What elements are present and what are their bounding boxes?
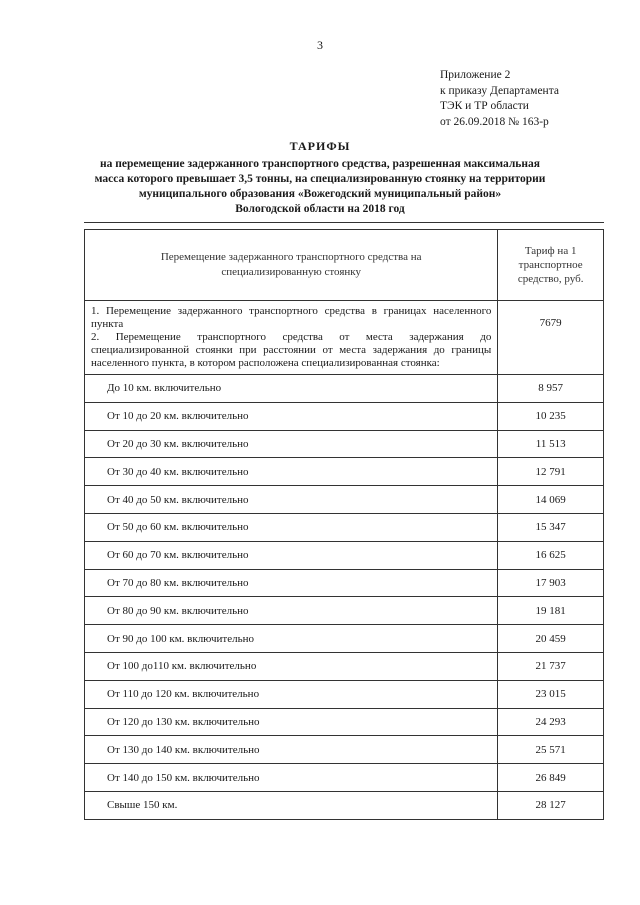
intro-cell (85, 301, 498, 375)
table-row (85, 680, 604, 708)
table-row (85, 430, 604, 458)
tariff-table-wrap (84, 222, 604, 820)
intro-row (85, 301, 604, 375)
header-tariff-line: транспортное (518, 259, 583, 271)
header-description-line: специализированную стоянку (221, 266, 361, 278)
appendix-block (440, 68, 559, 130)
tariff-value: 11 513 (498, 430, 604, 458)
tariff-value: 21 737 (498, 652, 604, 680)
title-line: Вологодской области на 2018 год (235, 203, 405, 215)
table-row (85, 736, 604, 764)
tariff-value: 8 957 (498, 375, 604, 403)
tariff-value: 28 127 (498, 791, 604, 819)
distance-label: От 100 до110 км. включительно (85, 652, 498, 680)
item-1-value: 7679 (498, 301, 604, 375)
table-row (85, 652, 604, 680)
tariff-value: 14 069 (498, 486, 604, 514)
appendix-line: ТЭК и ТР области (440, 100, 529, 112)
table-header-row (85, 230, 604, 301)
title-line: на перемещение задержанного транспортного средства, разрешенная максимальная (100, 158, 540, 170)
distance-label: От 140 до 150 км. включительно (85, 764, 498, 792)
distance-label: От 10 до 20 км. включительно (85, 402, 498, 430)
table-row (85, 375, 604, 403)
distance-label: От 60 до 70 км. включительно (85, 541, 498, 569)
header-tariff-line: Тариф на 1 (524, 245, 577, 257)
table-row (85, 458, 604, 486)
tariff-value: 24 293 (498, 708, 604, 736)
item-2-text: 2. Перемещение транспортного средства от места задержания до специализированной стоянки при расстоянии от места задержания до границы населенного пункта, в котором расположена специализированная стоянка: (91, 331, 492, 369)
distance-label: От 50 до 60 км. включительно (85, 513, 498, 541)
tariff-value: 12 791 (498, 458, 604, 486)
table-row (85, 541, 604, 569)
distance-label: От 120 до 130 км. включительно (85, 708, 498, 736)
header-tariff (498, 230, 604, 301)
table-row (85, 569, 604, 597)
table-row (85, 402, 604, 430)
tariff-value: 20 459 (498, 625, 604, 653)
tariff-rows (85, 375, 604, 820)
tariff-value: 17 903 (498, 569, 604, 597)
table-row (85, 708, 604, 736)
header-description (85, 230, 498, 301)
tariff-value: 10 235 (498, 402, 604, 430)
tariff-value: 16 625 (498, 541, 604, 569)
table-row (85, 764, 604, 792)
distance-label: До 10 км. включительно (85, 375, 498, 403)
distance-label: От 20 до 30 км. включительно (85, 430, 498, 458)
distance-label: От 30 до 40 км. включительно (85, 458, 498, 486)
tariff-value: 19 181 (498, 597, 604, 625)
appendix-line: от 26.09.2018 № 163-р (440, 115, 549, 128)
item-1-text: 1. Перемещение задержанного транспортного средства в границах населенного пункта (91, 305, 492, 330)
tariff-value: 25 571 (498, 736, 604, 764)
table-row (85, 486, 604, 514)
header-description-line: Перемещение задержанного транспортного средства на (160, 251, 422, 263)
page-number: 3 (317, 38, 323, 52)
table-top-rule (84, 222, 604, 223)
title-line: муниципального образования «Вожегодский муниципальный район» (138, 188, 502, 200)
title-main: ТАРИФЫ (289, 139, 351, 153)
table-row (85, 597, 604, 625)
distance-label: От 80 до 90 км. включительно (85, 597, 498, 625)
tariff-value: 23 015 (498, 680, 604, 708)
distance-label: От 110 до 120 км. включительно (85, 680, 498, 708)
tariff-value: 15 347 (498, 513, 604, 541)
distance-label: Свыше 150 км. (85, 791, 498, 819)
table-row (85, 513, 604, 541)
tariff-value: 26 849 (498, 764, 604, 792)
appendix-line: Приложение 2 (440, 69, 511, 81)
table-row (85, 625, 604, 653)
header-tariff-line: средство, руб. (517, 273, 584, 285)
document-title (60, 139, 580, 217)
distance-label: От 70 до 80 км. включительно (85, 569, 498, 597)
appendix-line: к приказу Департамента (440, 84, 559, 97)
table-row (85, 791, 604, 819)
distance-label: От 90 до 100 км. включительно (85, 625, 498, 653)
tariff-table (84, 229, 604, 820)
distance-label: От 130 до 140 км. включительно (85, 736, 498, 764)
distance-label: От 40 до 50 км. включительно (85, 486, 498, 514)
title-line: масса которого превышает 3,5 тонны, на специализированную стоянку на территории (94, 173, 546, 185)
